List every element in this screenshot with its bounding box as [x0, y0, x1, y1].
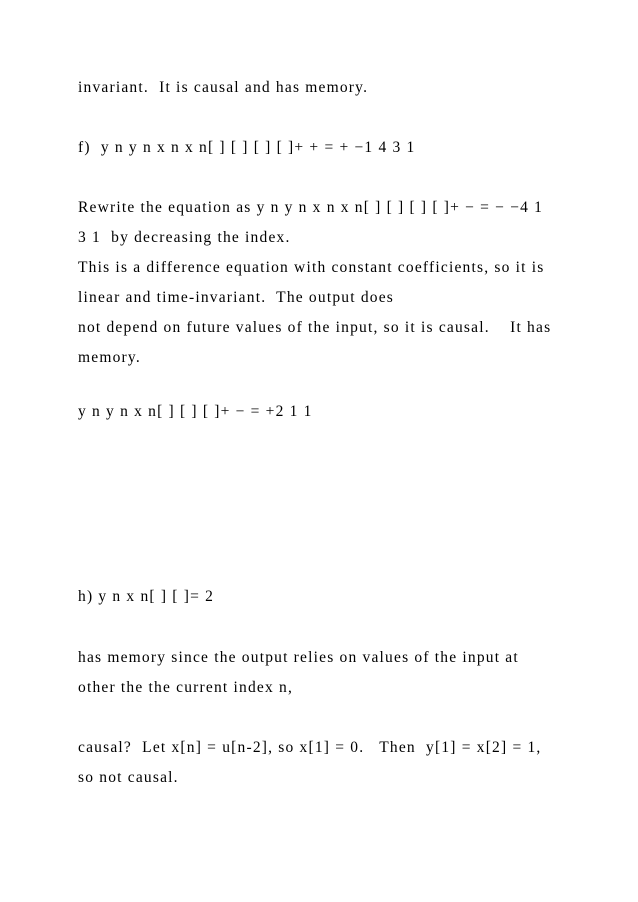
text-line-equation-g: y n y n x n[ ] [ ] [ ]+ − = +2 1 1 — [78, 403, 313, 420]
text-line-linear-time-invariant: linear and time-invariant. The output does — [78, 289, 395, 306]
text-line-difference-equation: This is a difference equation with constant coefficients, so it is — [78, 259, 545, 276]
text-line-invariant-causal: invariant. It is causal and has memory. — [78, 79, 369, 96]
text-line-has-memory: has memory since the output relies on values of the input at — [78, 649, 519, 666]
text-line-rewrite-equation: Rewrite the equation as y n y n x n x n[ ] [ ] [ ] [ ]+ − = − −4 1 — [78, 199, 544, 216]
text-line-memory: memory. — [78, 349, 141, 366]
text-line-current-index: other the the current index n, — [78, 679, 294, 696]
text-line-part-h-equation: h) y n x n[ ] [ ]= 2 — [78, 588, 215, 605]
text-line-causal-question: causal? Let x[n] = u[n-2], so x[1] = 0. Then y[1] = x[2] = 1, — [78, 739, 542, 756]
text-line-decreasing-index: 3 1 by decreasing the index. — [78, 229, 291, 246]
text-line-part-f-equation: f) y n y n x n x n[ ] [ ] [ ] [ ]+ + = + −1 4 3 1 — [78, 139, 416, 156]
text-line-not-depend-future: not depend on future values of the input, so it is causal. It has — [78, 319, 552, 336]
text-line-not-causal: so not causal. — [78, 769, 179, 786]
